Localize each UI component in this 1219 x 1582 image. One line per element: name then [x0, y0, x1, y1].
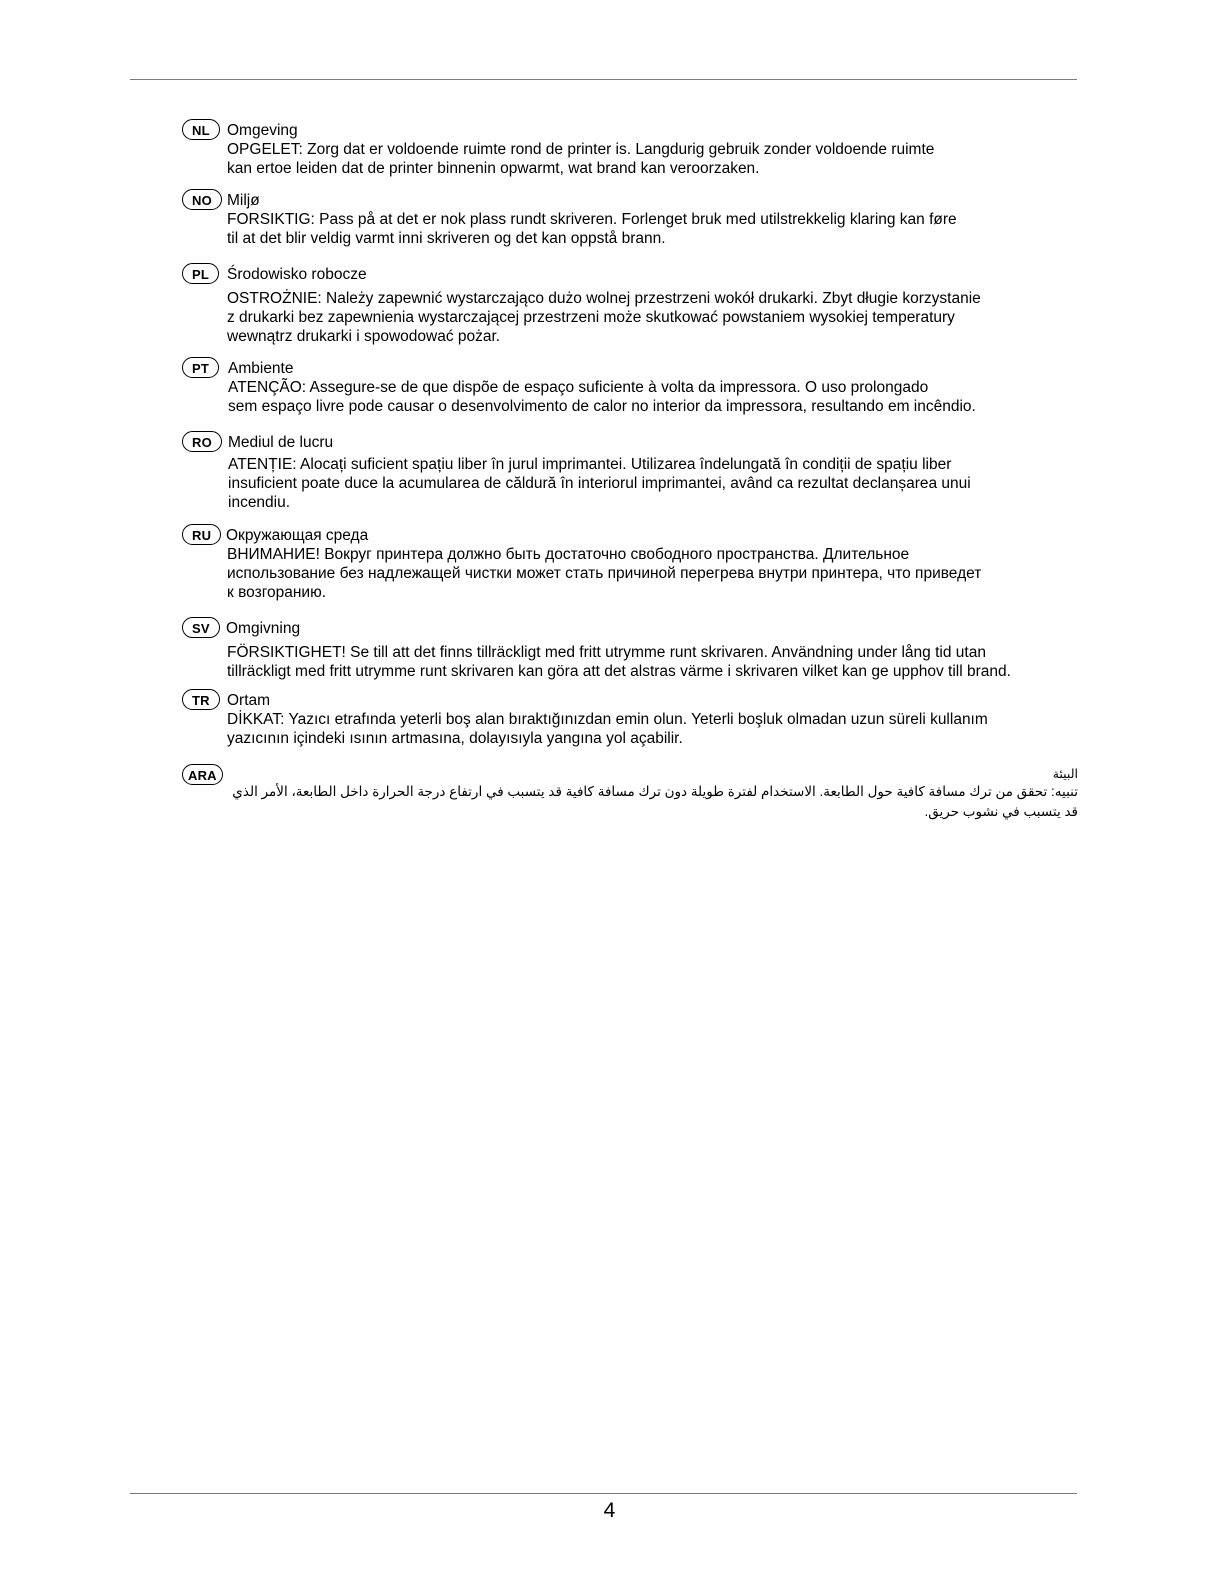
section-text-line: ATENÇÃO: Assegure-se de que dispõe de espaço suficiente à volta da impressora. O uso prolongado [228, 379, 929, 396]
section-text-line: ATENȚIE: Alocați suficient spațiu liber în jurul imprimantei. Utilizarea îndelungată în condiții de spațiu liber [228, 456, 952, 473]
language-badge-ro: RO [182, 431, 222, 452]
section-title: Omgivning [226, 620, 301, 637]
section-title: Окружающая среда [226, 527, 369, 544]
section-text-line: wewnątrz drukarki i spowodować pożar. [227, 328, 501, 345]
section-title: Mediul de lucru [228, 434, 334, 451]
section-title: البيئة [1052, 767, 1078, 781]
section-body [228, 359, 1082, 416]
section-title: Omgeving [227, 122, 298, 139]
language-badge-tr: TR [182, 689, 220, 710]
page-number: 4 [603, 1499, 616, 1522]
section-text-line: ВНИМАНИЕ! Вокруг принтера должно быть достаточно свободного пространства. Длительное [227, 546, 910, 563]
language-badge-ara: ARA [182, 764, 223, 785]
section-text-line: sem espaço livre pode causar o desenvolvimento de calor no interior da impressora, resultando em incêndio. [228, 398, 976, 415]
language-badge-sv: SV [182, 617, 220, 638]
language-badge-no: NO [182, 189, 222, 210]
footer-rule [130, 1493, 1077, 1494]
language-badge-pl: PL [182, 263, 219, 284]
section-body [226, 526, 1082, 602]
language-badge-ru: RU [182, 524, 221, 545]
section-body [227, 691, 1082, 748]
section-text-line: تنبيه: تحقق من ترك مسافة كافية حول الطابعة. الاستخدام لفترة طويلة دون ترك مسافة كافية قد يتسبب في ارتفاع درجة الحرارة داخل الطابعة، الأمر الذي [232, 784, 1078, 799]
section-body [227, 191, 1082, 248]
section-text-line: قد يتسبب في نشوب حريق. [924, 804, 1078, 819]
section-body [228, 433, 1082, 512]
language-badge-pt: PT [182, 357, 219, 378]
section-text-line: incendiu. [228, 494, 291, 511]
section-text-line: tillräckligt med fritt utrymme runt skrivaren kan göra att det alstras värme i skrivaren vilket kan ge upphov till brand. [227, 663, 1011, 680]
section-text-line: OSTROŻNIE: Należy zapewnić wystarczająco dużo wolnej przestrzeni wokół drukarki. Zbyt długie korzystanie [227, 290, 981, 307]
section-body [227, 766, 1078, 822]
section-text-line: kan ertoe leiden dat de printer binnenin opwarmt, wat brand kan veroorzaken. [227, 160, 760, 177]
header-rule [130, 79, 1077, 80]
section-body [227, 121, 1082, 178]
section-title: Ortam [227, 692, 271, 709]
section-body [227, 265, 1082, 346]
section-title: Ambiente [228, 360, 294, 377]
section-text-line: yazıcının içindeki ısının artmasına, dolayısıyla yangına yol açabilir. [227, 730, 683, 747]
language-badge-nl: NL [182, 119, 220, 140]
section-title: Środowisko robocze [227, 266, 367, 283]
section-text-line: til at det blir veldig varmt inni skriveren og det kan oppstå brann. [227, 230, 666, 247]
section-text-line: z drukarki bez zapewnienia wystarczającej przestrzeni może skutkować powstaniem wysokiej temperatury [227, 309, 955, 326]
section-text-line: FORSIKTIG: Pass på at det er nok plass rundt skriveren. Forlenget bruk med utilstrekkelig klaring kan føre [227, 211, 957, 228]
section-text-line: DİKKAT: Yazıcı etrafında yeterli boş alan bıraktığınızdan emin olun. Yeterli boşluk olmadan uzun süreli kullanım [227, 711, 988, 728]
section-text-line: к возгоранию. [227, 584, 327, 601]
section-title: Miljø [227, 192, 260, 209]
section-text-line: FÖRSIKTIGHET! Se till att det finns tillräckligt med fritt utrymme runt skrivaren. Användning under lång tid utan [227, 644, 986, 661]
section-text-line: insuficient poate duce la acumularea de căldură în interiorul imprimantei, având ca rezultat declanșarea unui [228, 475, 971, 492]
section-text-line: использование без надлежащей чистки может стать причиной перегрева внутри принтера, что приведет [227, 565, 982, 582]
section-body [226, 619, 1082, 681]
section-text-line: OPGELET: Zorg dat er voldoende ruimte rond de printer is. Langdurig gebruik zonder voldoende ruimte [227, 141, 935, 158]
